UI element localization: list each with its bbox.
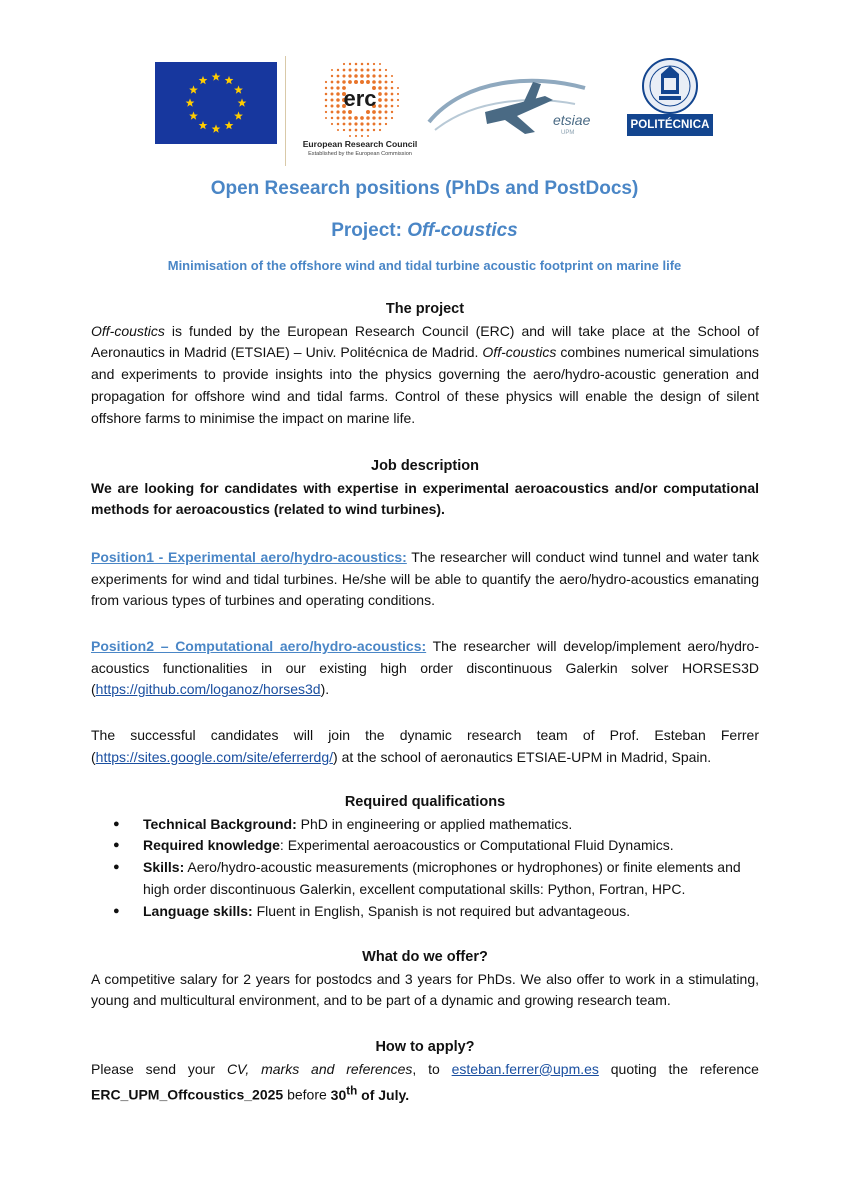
erc-dot [384, 92, 387, 95]
etsiae-name: etsiae [553, 112, 591, 128]
erc-dot [331, 81, 334, 84]
erc-dot [384, 86, 387, 89]
erc-dot [355, 63, 358, 66]
offer-paragraph: A competitive salary for 2 years for postodcs and 3 years for PhDs. We also offer to work in a stimulating, young and multicultural environment, and to be part of a dynamic and growing research team. [91, 970, 759, 1009]
star-icon [225, 76, 234, 84]
erc-dot [379, 69, 381, 71]
section-heading: Required qualifications [344, 794, 506, 810]
erc-dot [378, 92, 382, 96]
reference-code: ERC_UPM_Offcoustics_2025 [91, 1087, 284, 1104]
erc-dot [325, 117, 327, 119]
qualifications-list [91, 814, 759, 923]
job-section [91, 456, 759, 521]
horses3d-link[interactable]: https://github.com/loganoz/horses3d [95, 681, 321, 698]
erc-dot [336, 92, 340, 96]
erc-dot [348, 74, 351, 77]
erc-dot [373, 123, 376, 126]
erc-dot [391, 99, 394, 102]
erc-name: European Research Council [302, 139, 418, 149]
project-paragraph: Off-coustics is funded by the European Research Council (ERC) and will take place at the School of Aeronautics in Madrid (ETSIAE) – Univ. Politécnica de Madrid. Off-coustics combines numerical simulations and experiments to provide insights into the physics governing the aero/hydro-acoustic generation and propagation for offshore wind and tidal farms. Control of these physics will enable the design of silent offshore farms to minimise the impact on marine life. [91, 322, 759, 426]
erc-dot [355, 129, 358, 132]
erc-dot [337, 69, 339, 71]
project-section [91, 299, 759, 429]
erc-dot [391, 111, 393, 113]
erc-dot [349, 63, 351, 65]
star-icon [186, 98, 195, 106]
erc-dot [391, 81, 393, 83]
erc-dot [384, 98, 387, 101]
erc-dot [354, 116, 358, 120]
erc-dot [385, 75, 388, 78]
erc-dot [385, 123, 387, 125]
erc-dot [331, 123, 333, 125]
erc-dot [325, 111, 327, 113]
star-icon [234, 85, 243, 93]
erc-dot [355, 135, 357, 137]
erc-dot [336, 104, 339, 107]
erc-dot [331, 111, 334, 114]
erc-dot [367, 129, 370, 132]
erc-dot [336, 98, 340, 102]
star-icon [238, 98, 247, 106]
erc-dot [378, 104, 382, 108]
section-heading: The project [385, 301, 465, 317]
erc-dot [342, 116, 345, 119]
project-title [0, 220, 849, 242]
erc-dot [391, 105, 394, 108]
erc-dot [367, 63, 369, 65]
erc-subtitle: Established by the European Commission [308, 150, 412, 157]
erc-dot [360, 68, 363, 71]
erc-dot [360, 80, 364, 84]
position2-link[interactable]: Position2 – Computational aero/hydro-acoustics: [91, 638, 427, 654]
erc-dot [343, 63, 345, 65]
eu-flag-icon [155, 62, 277, 144]
erc-dot [366, 116, 370, 120]
erc-dot [378, 98, 382, 102]
email-link[interactable]: esteban.ferrer@upm.es [451, 1060, 599, 1077]
erc-dot [337, 117, 340, 120]
star-icon [212, 124, 221, 132]
erc-dot [385, 81, 388, 84]
erc-dot [354, 74, 358, 78]
page-title: Open Research positions (PhDs and PostDocs) [210, 178, 639, 199]
erc-dot [366, 80, 370, 84]
erc-dot [337, 123, 340, 126]
erc-dot [355, 69, 358, 72]
erc-dot [342, 74, 345, 77]
erc-dot [391, 117, 393, 119]
erc-dot [367, 135, 369, 137]
erc-dot [354, 80, 358, 84]
erc-dot [325, 81, 327, 83]
erc-dot [349, 135, 351, 137]
logo-divider [285, 56, 286, 166]
position1-paragraph: Position1 - Experimental aero/hydro-acoustics: The researcher will conduct wind tunnel and water tank experiments for wind and tidal turbines. He/she will be able to quantify the aero/hydro-acoustics emanating from various types of turbines and operating conditions. [91, 549, 759, 609]
project-subtitle: Minimisation of the offshore wind and tidal turbine acoustic footprint on marine life [167, 258, 682, 273]
erc-dot [366, 122, 369, 125]
erc-dot [397, 99, 399, 101]
erc-dot [397, 93, 399, 95]
erc-wordmark: erc [343, 86, 377, 111]
erc-dot [373, 63, 375, 65]
erc-dot [325, 87, 327, 89]
qualifications-section [91, 792, 759, 922]
erc-logo [295, 56, 425, 161]
erc-dot [397, 87, 399, 89]
section-heading: Job description [371, 458, 479, 474]
erc-dot [378, 80, 381, 83]
erc-dot [336, 86, 339, 89]
erc-dot [378, 86, 382, 90]
section-heading: What do we offer? [362, 949, 488, 965]
erc-dot [397, 105, 399, 107]
project-name-inline: Off-coustics [91, 322, 165, 339]
apply-paragraph: Please send your CV, marks and references, to esteban.ferrer@upm.es quoting the reference ERC_UPM_Offcoustics_2025 before 30th of July. [91, 1060, 759, 1104]
erc-dot [373, 69, 376, 72]
erc-dot [379, 75, 382, 78]
erc-dot [391, 75, 393, 77]
apply-section [91, 1037, 759, 1107]
team-website-link[interactable]: https://sites.google.com/site/eferrerdg/ [95, 748, 334, 765]
university-seal-icon [615, 56, 715, 116]
erc-dot [337, 129, 339, 131]
erc-dot [348, 122, 351, 125]
star-icon [234, 111, 243, 119]
star-icon [199, 121, 208, 129]
erc-dot [325, 99, 328, 102]
erc-dot [384, 104, 387, 107]
star-icon [212, 72, 221, 80]
erc-dot [331, 105, 334, 108]
project-label: Project: [331, 220, 408, 241]
erc-dot [379, 117, 382, 120]
erc-dot [360, 74, 364, 78]
erc-dot [373, 129, 375, 131]
erc-dot [372, 74, 375, 77]
erc-dot [391, 87, 394, 90]
erc-dot [391, 93, 394, 96]
erc-dot [361, 135, 363, 137]
erc-dot [385, 69, 387, 71]
list-item: ● Required knowledge: Experimental aeroacoustics or Computational Fluid Dynamics. [91, 835, 759, 857]
project-name: Off-coustics [407, 220, 518, 241]
erc-dot [385, 117, 388, 120]
erc-dot [325, 93, 328, 96]
erc-dot [331, 117, 333, 119]
job-intro: We are looking for candidates with expertise in experimental aeroacoustics and/or computational methods for aeroacoustics (related to wind turbines). [91, 479, 759, 518]
erc-dot [379, 63, 381, 65]
erc-dot [379, 129, 381, 131]
erc-dot [379, 123, 382, 126]
erc-dot [325, 105, 327, 107]
erc-dot [330, 98, 333, 101]
upm-name: POLITÉCNICA [627, 114, 713, 136]
erc-dot [372, 116, 375, 119]
erc-dot [342, 80, 345, 83]
list-item: ● Technical Background: PhD in engineering or applied mathematics. [91, 814, 759, 836]
erc-dot [336, 80, 339, 83]
list-item: ● Skills: Aero/hydro-acoustic measurements (microphones or hydrophones) or finite elements and high order discontinuous Galerkin, excellent computational skills: Python, Fortran, HPC. [91, 857, 759, 900]
erc-dot [349, 69, 352, 72]
erc-dot [331, 87, 334, 90]
erc-dot [348, 116, 352, 120]
erc-dot [348, 80, 352, 84]
erc-dot [366, 74, 369, 77]
logo-bar [155, 56, 715, 166]
star-icon [199, 76, 208, 84]
erc-dot [343, 123, 346, 126]
etsiae-logo [425, 68, 605, 148]
erc-dot [361, 129, 364, 132]
erc-dot [360, 116, 364, 120]
erc-dot [331, 93, 334, 96]
erc-dot [331, 69, 333, 71]
erc-dot [331, 75, 333, 77]
erc-dot [349, 129, 352, 132]
offer-section [91, 947, 759, 1012]
star-icon [189, 85, 198, 93]
team-paragraph: The successful candidates will join the dynamic research team of Prof. Esteban Ferrer (https://sites.google.com/site/eferrerdg/) at the school of aeronautics ETSIAE-UPM in Madrid, Spain. [91, 727, 759, 765]
erc-dot [367, 69, 370, 72]
erc-dot [360, 122, 363, 125]
erc-dot [336, 110, 339, 113]
erc-dot [385, 111, 388, 114]
erc-dot [343, 69, 346, 72]
erc-dot [337, 75, 340, 78]
star-icon [189, 111, 198, 119]
section-heading: How to apply? [375, 1039, 475, 1055]
position2-paragraph: Position2 – Computational aero/hydro-acoustics: The researcher will develop/implement aero/hydro-acoustics functionalities in our existing high order discontinuous Galerkin solver HORSES3D (https://github.com/loganoz/horses3d). [91, 638, 759, 698]
erc-dot [361, 63, 364, 66]
erc-dot [378, 110, 381, 113]
position1-link[interactable]: Position1 - Experimental aero/hydro-acoustics: [91, 549, 407, 565]
erc-dot [343, 129, 345, 131]
list-item: ● Language skills: Fluent in English, Spanish is not required but advantageous. [91, 901, 759, 923]
etsiae-sub: UPM [561, 130, 575, 136]
star-icon [225, 121, 234, 129]
airplane-icon [425, 68, 605, 148]
erc-dot [354, 122, 357, 125]
upm-logo [615, 56, 715, 146]
deadline: 30th of July. [330, 1084, 410, 1104]
erc-dot [372, 80, 376, 84]
